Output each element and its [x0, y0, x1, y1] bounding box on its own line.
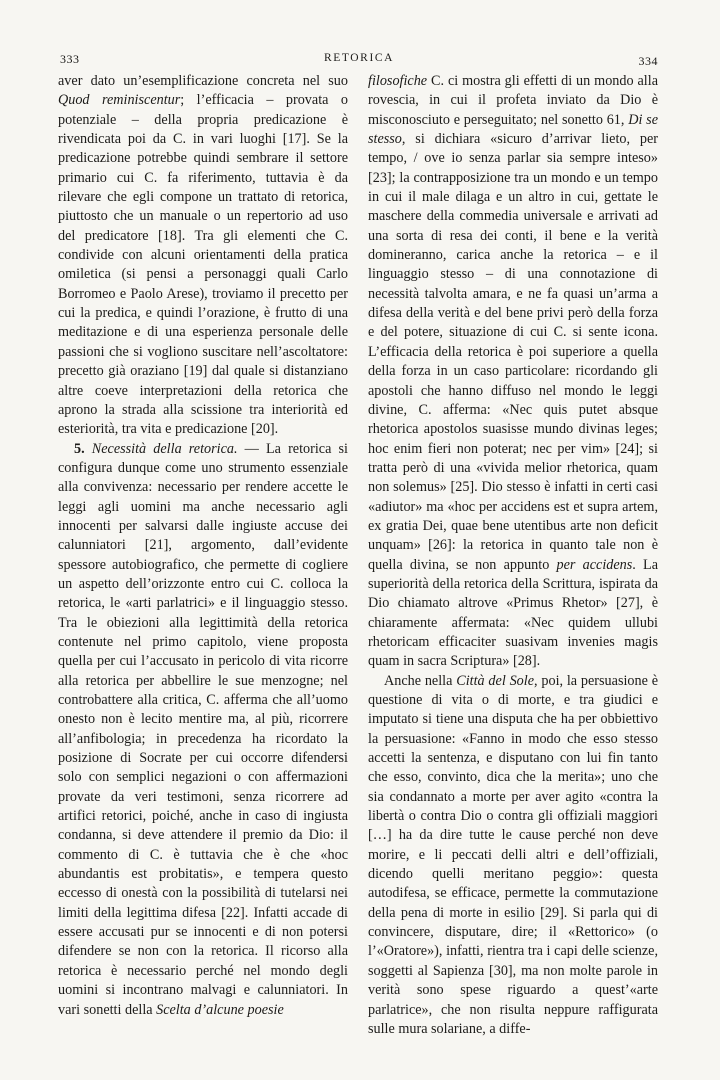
work-title: Scelta d’alcune poesie	[156, 1001, 284, 1018]
section-number: 5.	[74, 440, 85, 457]
work-title: Quod reminiscentur	[58, 92, 181, 109]
work-title: Città del Sole	[456, 672, 535, 689]
running-header	[60, 52, 658, 68]
page-number-left: 333	[60, 52, 80, 66]
right-column	[368, 72, 658, 1039]
latin-phrase: per accidens	[556, 556, 633, 573]
work-title: filosofiche	[368, 73, 428, 89]
page-number-right: 334	[638, 54, 658, 68]
section-paragraph: 5. Necessità della retorica. — La retorica si configura dunque come uno strumento essenziale alla convivenza: necessario per rendere accette le leggi agli uomini ma anche necessario agli innocenti per salvarsi dalle ingiuste accuse dei calunniatori [21], argomento, dall’evidente spessore autobiografico, che permette di cogliere un aspetto dell’orizzonte entro cui C. colloca la retorica, le «arti parlatrici» e il linguaggio stesso. Tra le obiezioni alla legittimità della retorica contenute nel primo capitolo, viene proposta quella per cui l’accusato in pericolo di vita ricorre alla retorica per abbellire le sue menzogne; nel controbattere alla critica, C. afferma che all’uomo onesto non è lecito mentire ma, al più, ricorrere all’anfibologia; in precedenza ha ricordato la posizione di Socrate per cui occorre difendersi solo con semplici negazioni o con affermazioni provate da veri testimoni, senza ricorrere ad artifici retorici, poiché, anche in caso di ingiusta condanna, si deve attendere il premio da Dio: il commento di C. è tuttavia che è che «hoc abundantis est probitatis», e tempera questo eccesso di onestà con la possibilità di tutelarsi nei limiti della legittima difesa [22]. Infatti accade di essere accusati pur se innocenti e di non potersi difendere se non con la retorica. Il ricorso alla retorica è necessario perché nel mondo degli uomini si incontrano malvagi e calunniatori. In vari sonetti della Scelta d’alcune poesie	[58, 440, 348, 1018]
paragraph: aver dato un’esemplificazione concreta nel suo Quod reminiscentur; l’efficacia – provata o potenziale – della propria predicazione è rivendicata poi da C. in vari luoghi [17]. Se la predicazione potrebbe quindi sembrare il settore primario cui C. fa riferimento, tuttavia è da rilevare che egli compone un trattato di retorica, piuttosto che un manuale o un repertorio ad uso del predicatore [18]. Tra gli elementi che C. condivide con alcuni orientamenti della pratica omiletica (si pensi a personaggi quali Carlo Borromeo e Paolo Arese), troviamo il precetto per cui la predica, e quindi l’orazione, è frutto di una meditazione e di una esperienza personale delle passioni che si vogliono suscitare nell’ascoltatore: precetto già oraziano [19] dal quale si distanziano altre coeve interpretazioni della retorica che aprono la strada alla scissione tra interiorità ed esteriorità, tra vita e predicazione [20].	[58, 73, 348, 438]
running-title: RETORICA	[323, 52, 395, 64]
section-title: Necessità della retorica.	[91, 440, 238, 457]
left-column	[58, 72, 348, 1020]
paragraph: Anche nella Città del Sole, poi, la persuasione è questione di vita o di morte, e tra giudici e imputato si tiene una disputa che ha per obbiettivo la persuasione: «Fanno in modo che esso stesso accetti la sentenza, e disputano con lui fin tanto che esso, convinto, dica che la merita»; uno che sia condannato a morte per aver agito «contra la libertà o contra Dio o contra gli offiziali maggiori […] ha da dire tutte le cause perché non deve morire, e li peccati delli altri e dell’offiziali, dicendo quelli meritano peggio»: questa autodifesa, se efficace, permette la commutazione della pena di morte in esilio [29]. Si parla qui di convincere, disputare, dire; il «Rettorico» (o l’«Oratore»), infatti, rientra tra i capi delle scienze, soggetti al Sapienza [30], ma non molte parole in verità sono spese riguardo a quest’«arte parlatrice», che non risulta neppure raffigurata sulle mura solariane, a diffe-	[368, 672, 658, 1037]
paragraph: filosofiche C. ci mostra gli effetti di un mondo alla rovescia, in cui il profeta inviato da Dio è misconosciuto e perseguitato; nel sonetto 61, Di se stesso, si dichiara «sicuro d’arrivar lieto, per tempo, / ove io senza parlar sia sempre inteso» [23]; la contrapposizione tra un mondo e un tempo in cui il male dilaga e un altro in cui, gettate le maschere della commedia universale e arrivati ad una sorta di resa dei conti, il bene e la verità domineranno, carica anche la retorica – e il linguaggio stesso – di una connotazione di necessità talvolta amara, e ne fa quasi un’arma a difesa della verità e del bene privi però della forza e del potere, situazione di cui C. si sente icona. L’efficacia della retorica è poi superiore a quella della forza in un caso particolare: ricordando gli apostoli che hanno diffuso nel mondo le leggi divine, C. afferma: «Nec quis putet absque rhetorica apostolos suasisse mundo divinas leges; hoc enim fieri non poterat; nec per vim» [24]; si tratta però di una «vivida melior rhetorica, quam non solemus» [25]. Dio stesso è infatti in certi casi «adiutor» ma «hoc per accidens est et supra artem, ex gratia Dei, quae bene utentibus arte non deficit unquam» [26]: la retorica in quanto tale non è quella divina, se non appunto per accidens. La superiorità della retorica della Scrittura, ispirata da Dio chiamato altrove «Primus Rhetor» [27], è chiaramente affermata: «Nec quidem ullubi rhetoricam efficaciter suasivam invenies magis quam in sacra Scriptura» [28].	[368, 73, 658, 670]
work-title: Di se stesso	[368, 111, 658, 148]
